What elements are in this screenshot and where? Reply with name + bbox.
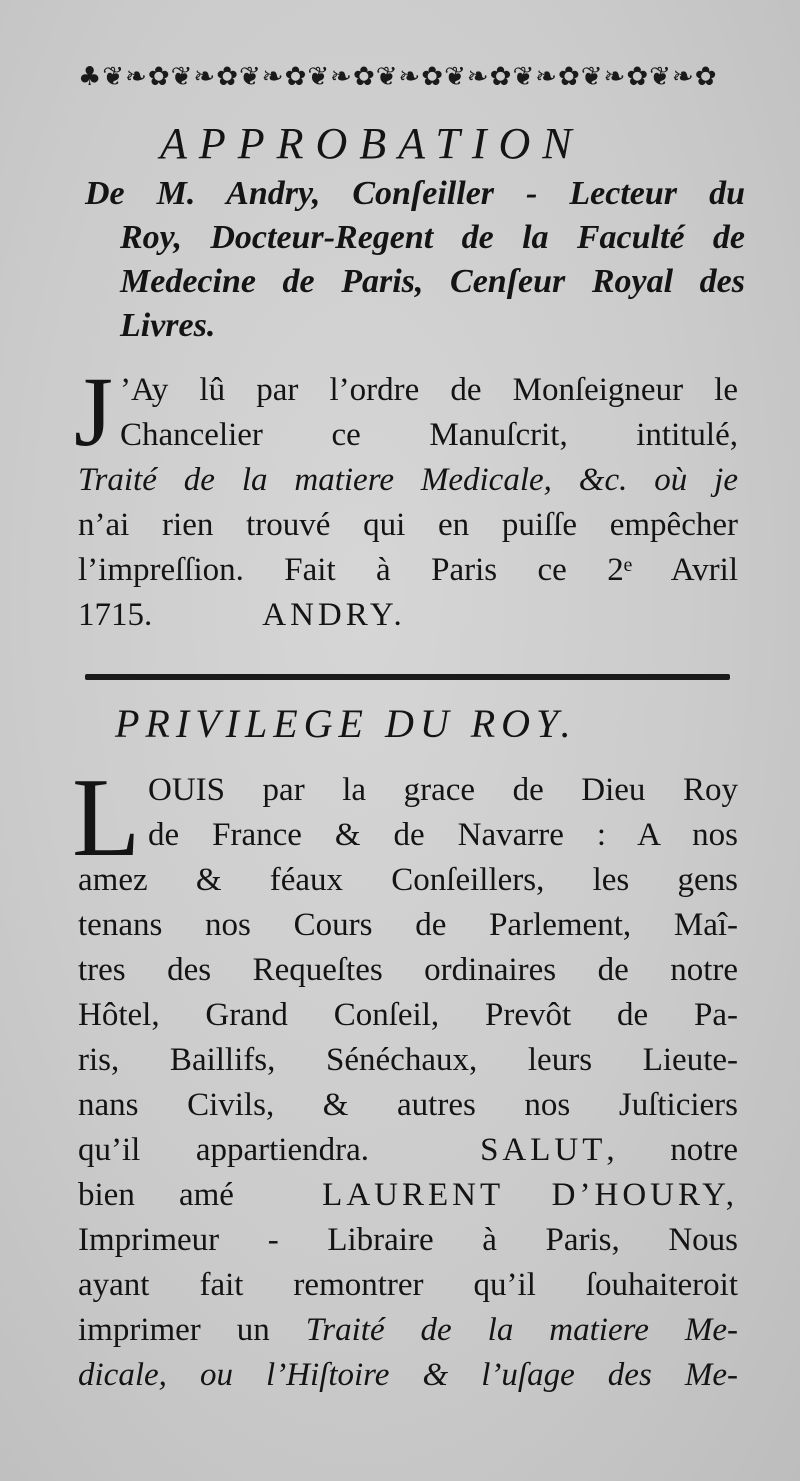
text-line: dicale, ou l’Hiſtoire & l’uſage des Me- [78, 1357, 738, 1393]
subtitle-line: De M. Andry, Conſeiller - Lecteur du [85, 175, 745, 212]
text-line: tenans nos Cours de Parlement, Maî- [78, 907, 738, 943]
text-line: l’impreſſion. Fait à Paris ce 2ᵉ Avril [78, 552, 738, 588]
text-line: Traité de la matiere Medicale, &c. où je [78, 462, 738, 498]
text-line: ayant fait remontrer qu’il ſouhaiteroit [78, 1267, 738, 1303]
approbation-subtitle [85, 172, 745, 348]
privilege-dropcap: L [72, 756, 141, 880]
text-line [78, 1128, 738, 1173]
approbation-author: ANDRY. [262, 597, 406, 633]
salutation: SALUT [480, 1132, 607, 1168]
text-fragment: imprimer un [78, 1312, 270, 1348]
subtitle-line: Roy, Docteur-Regent de la Faculté de [120, 219, 745, 256]
text-line [78, 1308, 738, 1353]
approbation-title: APPROBATION [160, 119, 584, 168]
text-line: nans Civils, & autres nos Juſticiers [78, 1087, 738, 1123]
text-line: Hôtel, Grand Conſeil, Prevôt de Pa- [78, 997, 738, 1033]
privilege-title: PRIVILEGE DU ROY. [115, 701, 577, 746]
text-fragment: , notre [606, 1132, 739, 1168]
text-line: n’ai rien trouvé qui en puiſſe empêcher [78, 507, 738, 543]
text-line: OUIS par la grace de Dieu Roy [148, 772, 738, 808]
decorative-header-ornament: ♣❦❧✿❦❧✿❦❧✿❦❧✿❦❧✿❦❧✿❦❧✿❦❧✿❦❧✿ [78, 62, 718, 92]
text-line: de France & de Navarre : A nos [148, 817, 738, 853]
text-fragment: qu’il appartiendra. [78, 1132, 370, 1168]
text-line [78, 593, 738, 638]
text-line [78, 1173, 738, 1218]
text-line: amez & féaux Conſeillers, les gens [78, 862, 738, 898]
printer-name: LAURENT D’HOURY, [322, 1177, 738, 1213]
approbation-dropcap: J [74, 356, 113, 467]
text-line: tres des Requeſtes ordinaires de notre [78, 952, 738, 988]
approbation-text [78, 368, 738, 638]
subtitle-line: Medecine de Paris, Cenſeur Royal des [120, 263, 745, 300]
text-fragment: bien amé [78, 1177, 234, 1213]
section-divider [85, 674, 730, 680]
text-line: ’Ay lû par l’ordre de Monſeigneur le [120, 372, 738, 408]
privilege-text [78, 768, 738, 1398]
date-year: 1715. [78, 597, 153, 633]
text-line: ris, Baillifs, Sénéchaux, leurs Lieute- [78, 1042, 738, 1078]
text-line: Imprimeur - Libraire à Paris, Nous [78, 1222, 738, 1258]
subtitle-line: Livres. [120, 307, 216, 344]
text-line: Chancelier ce Manuſcrit, intitulé, [120, 417, 738, 453]
book-title: Traité de la matiere Me- [305, 1312, 738, 1348]
